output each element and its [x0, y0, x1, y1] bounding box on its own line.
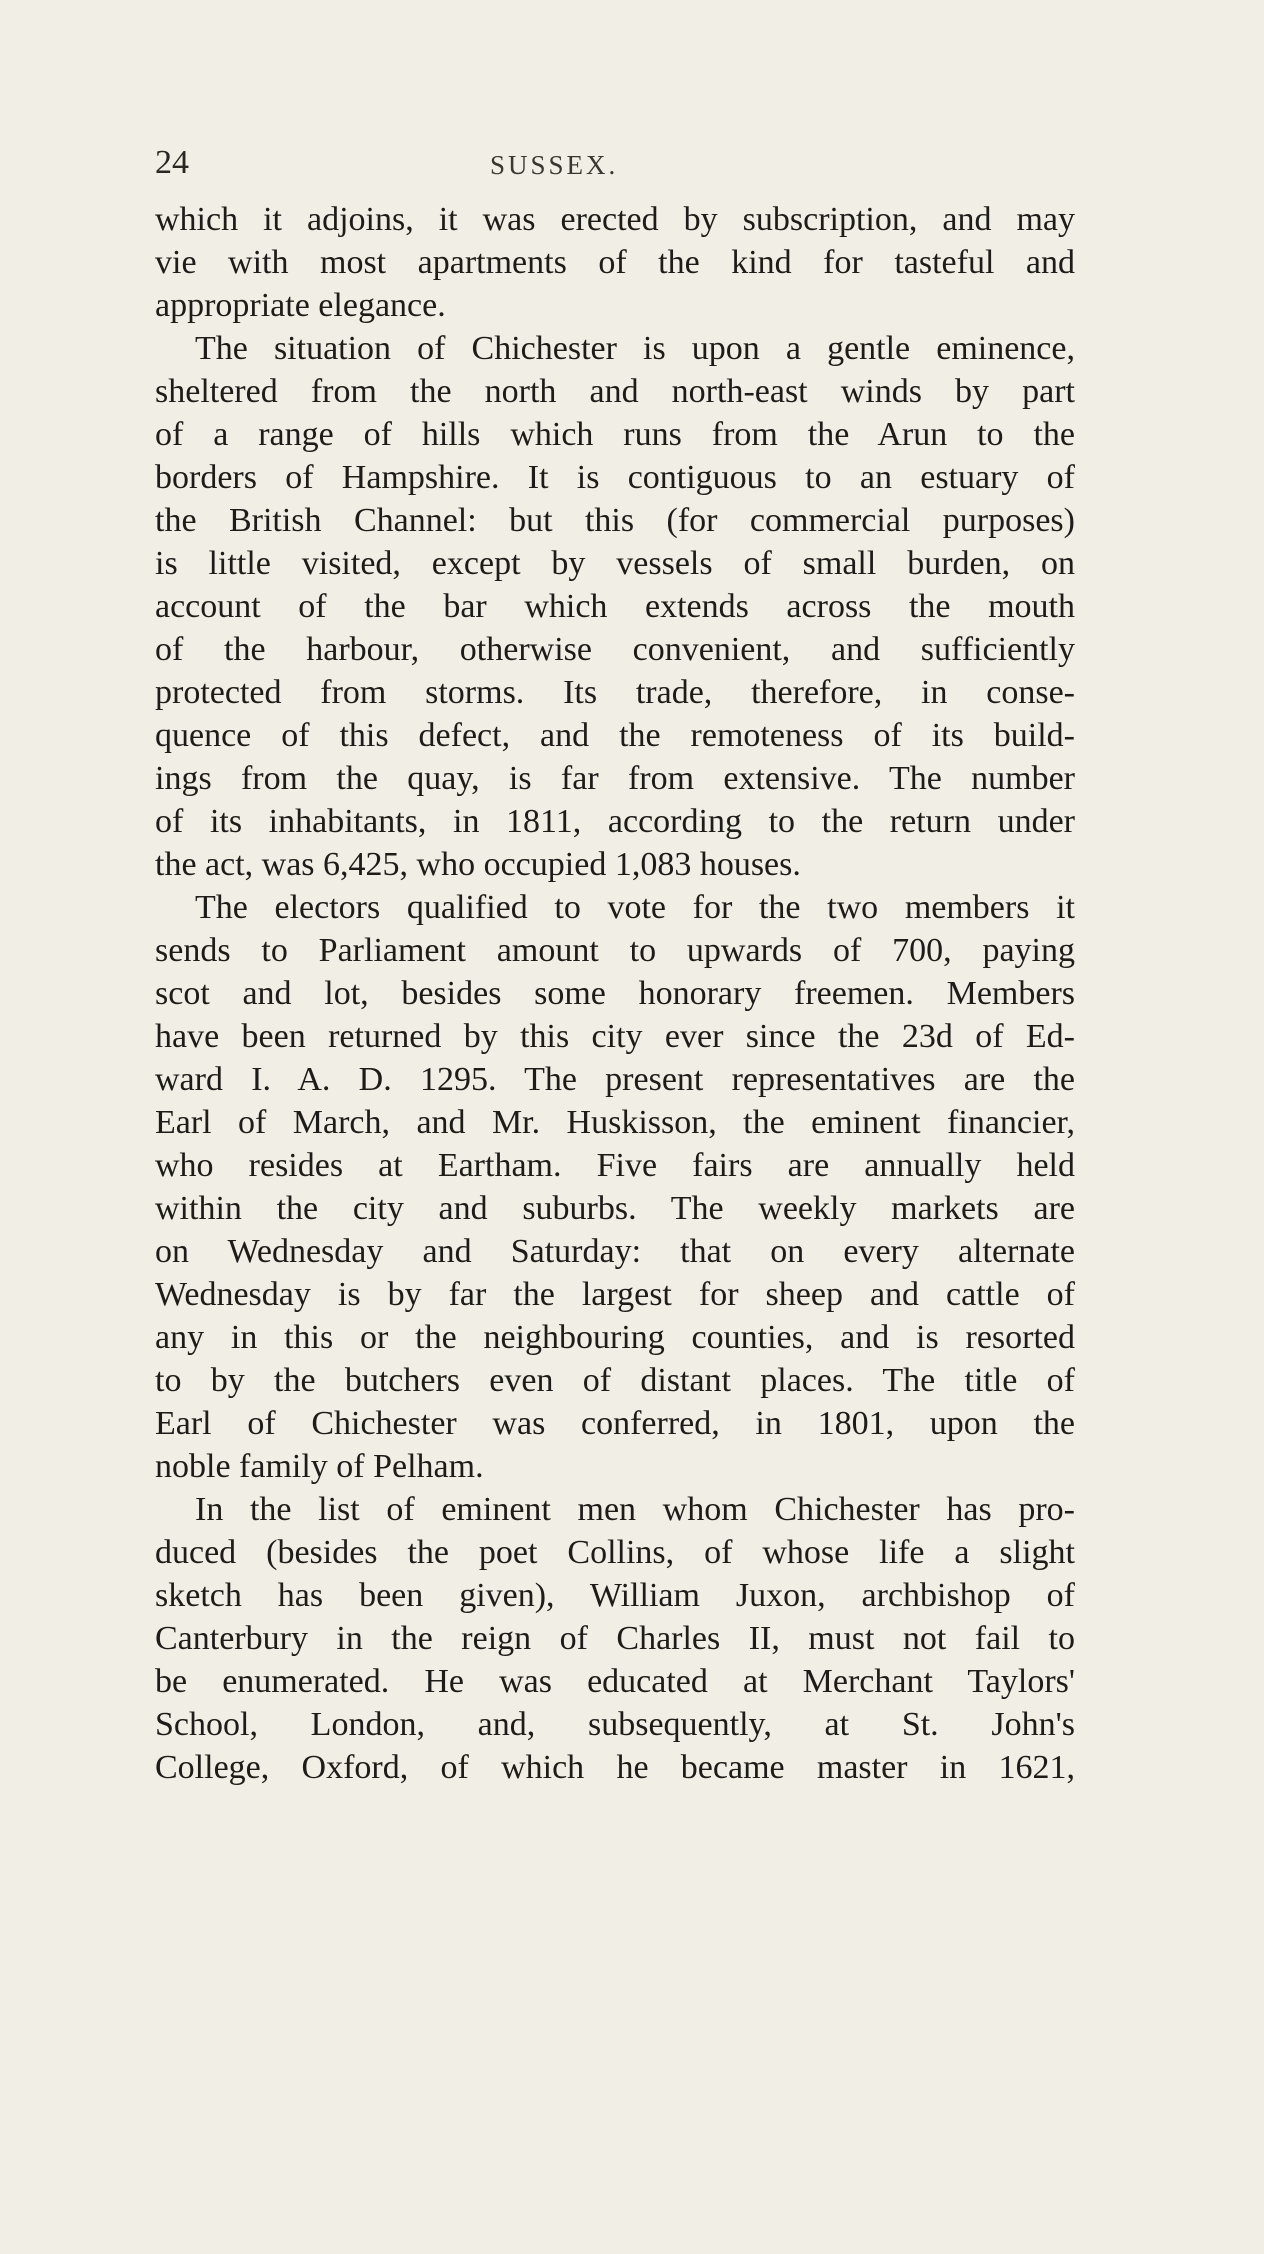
- text-line: sends to Parliament amount to upwards of 700, paying: [155, 932, 1075, 969]
- text-line: sketch has been given), William Juxon, archbishop of: [155, 1577, 1075, 1614]
- text-line: ward I. A. D. 1295. The present representatives are the: [155, 1061, 1075, 1098]
- text-line: Wednesday is by far the largest for sheep and cattle of: [155, 1276, 1075, 1313]
- running-head: [155, 143, 1075, 183]
- text-line: borders of Hampshire. It is contiguous to an estuary of: [155, 459, 1075, 496]
- text-line: College, Oxford, of which he became master in 1621,: [155, 1749, 1075, 1786]
- text-line: of a range of hills which runs from the Arun to the: [155, 416, 1075, 453]
- text-line: scot and lot, besides some honorary freemen. Members: [155, 975, 1075, 1012]
- text-line: to by the butchers even of distant places. The title of: [155, 1362, 1075, 1399]
- text-line: Canterbury in the reign of Charles II, must not fail to: [155, 1620, 1075, 1657]
- running-title: SUSSEX.: [490, 150, 619, 180]
- text-line: on Wednesday and Saturday: that on every alternate: [155, 1233, 1075, 1270]
- text-line: duced (besides the poet Collins, of whose life a slight: [155, 1534, 1075, 1571]
- text-line: Earl of March, and Mr. Huskisson, the eminent financier,: [155, 1104, 1075, 1141]
- text-line: vie with most apartments of the kind for tasteful and: [155, 244, 1075, 281]
- text-line: within the city and suburbs. The weekly markets are: [155, 1190, 1075, 1227]
- text-line: ings from the quay, is far from extensive. The number: [155, 760, 1075, 797]
- text-line: quence of this defect, and the remoteness of its build-: [155, 717, 1075, 754]
- text-line: be enumerated. He was educated at Merchant Taylors': [155, 1663, 1075, 1700]
- text-line: noble family of Pelham.: [155, 1448, 484, 1485]
- text-line: the act, was 6,425, who occupied 1,083 houses.: [155, 846, 801, 883]
- text-line: of its inhabitants, in 1811, according to the return under: [155, 803, 1075, 840]
- paragraph-start-line: In the list of eminent men whom Chichester has pro-: [195, 1491, 1075, 1528]
- text-line: is little visited, except by vessels of small burden, on: [155, 545, 1075, 582]
- text-line: have been returned by this city ever since the 23d of Ed-: [155, 1018, 1075, 1055]
- paragraph-start-line: The situation of Chichester is upon a gentle eminence,: [195, 330, 1075, 367]
- text-line: any in this or the neighbouring counties, and is resorted: [155, 1319, 1075, 1356]
- page-number: 24: [155, 144, 189, 181]
- paragraph-start-line: The electors qualified to vote for the two members it: [195, 889, 1075, 926]
- text-line: appropriate elegance.: [155, 287, 446, 324]
- text-line: which it adjoins, it was erected by subscription, and may: [155, 201, 1075, 238]
- text-line: School, London, and, subsequently, at St. John's: [155, 1706, 1075, 1743]
- text-line: of the harbour, otherwise convenient, and sufficiently: [155, 631, 1075, 668]
- body-text: [155, 198, 1075, 1789]
- text-line: the British Channel: but this (for commercial purposes): [155, 502, 1075, 539]
- text-line: Earl of Chichester was conferred, in 1801, upon the: [155, 1405, 1075, 1442]
- text-line: account of the bar which extends across the mouth: [155, 588, 1075, 625]
- text-line: sheltered from the north and north-east winds by part: [155, 373, 1075, 410]
- text-line: who resides at Eartham. Five fairs are annually held: [155, 1147, 1075, 1184]
- text-line: protected from storms. Its trade, therefore, in conse-: [155, 674, 1075, 711]
